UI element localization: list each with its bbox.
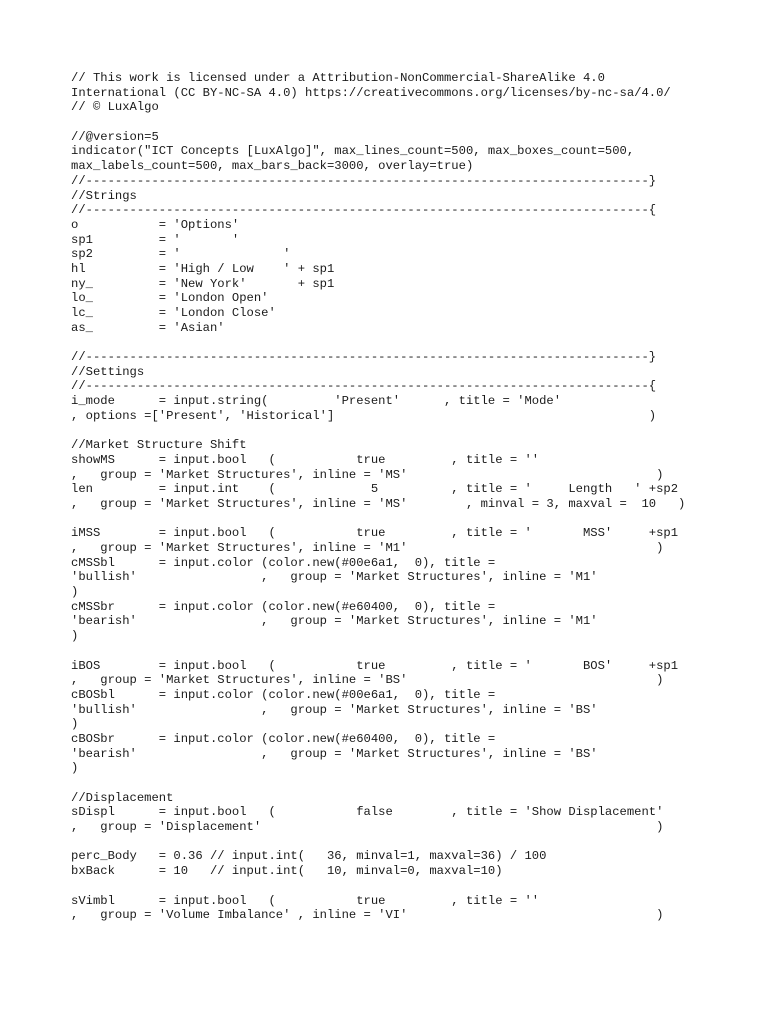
code-line: //-----------------------------------------------------------------------------{	[71, 203, 657, 218]
code-line: , group = 'Market Structures', inline = 'MS' )	[71, 467, 664, 482]
code-line: lc_ = 'London Close'	[71, 306, 276, 320]
code-line: 'bullish' , group = 'Market Structures', inline = 'M1'	[71, 570, 598, 585]
code-line: ny_ = 'New York' + sp1	[71, 276, 335, 291]
code-line: iBOS = input.bool ( true , title = ' BOS' +sp1	[71, 658, 679, 673]
code-line: // This work is licensed under a Attribution-NonCommercial-ShareAlike 4.0	[71, 71, 605, 85]
code-line: , group = 'Market Structures', inline = 'MS' , minval = 3, maxval = 10 )	[71, 496, 686, 511]
code-line: cMSSbr = input.color (color.new(#e60400, 0), title =	[71, 599, 496, 614]
code-line: )	[71, 761, 79, 776]
code-line: //Market Structure Shift	[71, 438, 247, 453]
code-line	[71, 835, 731, 850]
code-line: )	[71, 717, 79, 732]
code-line	[71, 644, 731, 659]
code-line: sVimbl = input.bool ( true , title = ''	[71, 893, 540, 908]
code-line: as_ = 'Asian'	[71, 320, 225, 335]
code-block	[71, 71, 731, 923]
code-line: cBOSbr = input.color (color.new(#e60400, 0), title =	[71, 731, 496, 746]
code-line	[71, 512, 731, 527]
code-line: //-----------------------------------------------------------------------------{	[71, 379, 657, 394]
code-line: , group = 'Volume Imbalance' , inline = 'VI' )	[71, 908, 664, 923]
code-line: )	[71, 629, 79, 644]
code-line: perc_Body = 0.36 // input.int( 36, minval=1, maxval=36) / 100	[71, 849, 547, 864]
code-line: o = 'Options'	[71, 217, 240, 232]
code-line: iMSS = input.bool ( true , title = ' MSS' +sp1	[71, 526, 679, 541]
code-line: //@version=5	[71, 129, 159, 144]
code-line	[71, 879, 731, 894]
code-line	[71, 335, 731, 350]
code-line: //-----------------------------------------------------------------------------}	[71, 173, 657, 188]
code-line: lo_ = 'London Open'	[71, 291, 269, 306]
code-line: max_labels_count=500, max_bars_back=3000, overlay=true)	[71, 159, 474, 174]
code-line: //Strings	[71, 188, 137, 203]
code-line: cMSSbl = input.color (color.new(#00e6a1, 0), title =	[71, 555, 496, 570]
code-line: 'bearish' , group = 'Market Structures', inline = 'BS'	[71, 746, 598, 761]
code-line: , group = 'Market Structures', inline = 'M1' )	[71, 541, 664, 555]
code-line: //-----------------------------------------------------------------------------}	[71, 350, 657, 365]
code-line: sp2 = ' '	[71, 247, 291, 262]
code-line: indicator("ICT Concepts [LuxAlgo]", max_lines_count=500, max_boxes_count=500,	[71, 144, 635, 159]
code-line: 'bullish' , group = 'Market Structures', inline = 'BS'	[71, 702, 598, 717]
code-line	[71, 115, 731, 130]
code-line: , group = 'Displacement' )	[71, 820, 664, 835]
code-line: cBOSbl = input.color (color.new(#00e6a1, 0), title =	[71, 687, 496, 702]
code-line: i_mode = input.string( 'Present' , title = 'Mode'	[71, 394, 562, 409]
code-line: //Displacement	[71, 790, 174, 805]
code-line: sp1 = ' '	[71, 232, 240, 247]
code-line	[71, 776, 731, 791]
code-line: showMS = input.bool ( true , title = ''	[71, 452, 540, 467]
code-line: , group = 'Market Structures', inline = 'BS' )	[71, 673, 664, 688]
code-line: // © LuxAlgo	[71, 100, 159, 115]
code-line: hl = 'High / Low ' + sp1	[71, 261, 335, 276]
code-line: )	[71, 585, 79, 600]
code-line: 'bearish' , group = 'Market Structures', inline = 'M1'	[71, 614, 598, 629]
code-line: len = input.int ( 5 , title = ' Length ' +sp2	[71, 482, 679, 497]
code-line	[71, 424, 731, 439]
code-line: bxBack = 10 // input.int( 10, minval=0, maxval=10)	[71, 864, 503, 879]
code-line: sDispl = input.bool ( false , title = 'Show Displacement'	[71, 805, 664, 820]
code-line: //Settings	[71, 364, 145, 379]
code-line: , options =['Present', 'Historical'] )	[71, 408, 657, 423]
code-line: International (CC BY-NC-SA 4.0) https://creativecommons.org/licenses/by-nc-sa/4.0/	[71, 85, 671, 100]
